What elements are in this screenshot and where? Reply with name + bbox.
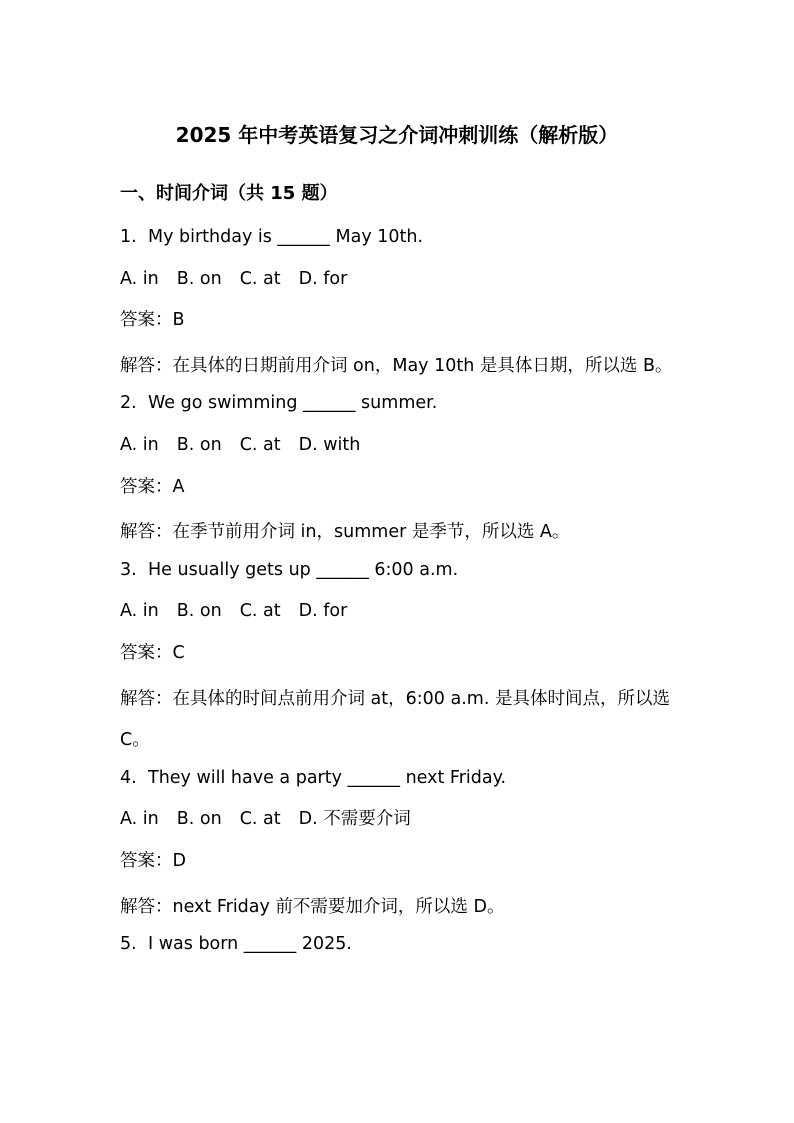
option-a: A. in <box>120 809 159 830</box>
question-number: 2. <box>120 393 137 414</box>
question-text: He usually gets up ______ 6:00 a.m. <box>148 559 459 580</box>
option-a: A. in <box>120 434 159 455</box>
question-text: My birthday is ______ May 10th. <box>148 227 424 247</box>
document-title: 2025 年中考英语复习之介词冲刺训练（解析版） <box>175 123 619 147</box>
option-d: D. 不需要介词 <box>298 809 411 830</box>
question-options <box>120 803 680 845</box>
option-c: C. at <box>239 809 281 830</box>
option-d: D. for <box>298 268 348 289</box>
question-number: 1. <box>120 227 137 247</box>
question-options <box>120 429 680 471</box>
option-b: B. on <box>176 434 222 455</box>
option-d: D. with <box>298 434 361 455</box>
question-list <box>120 221 680 970</box>
option-a: A. in <box>120 601 159 622</box>
option-c: C. at <box>239 601 281 622</box>
option-c: C. at <box>239 434 281 455</box>
question-options <box>120 263 680 305</box>
question-text: We go swimming ______ summer. <box>148 393 438 414</box>
explanation-text: 解答：在季节前用介词 in，summer 是季节，所以选 A。 <box>120 522 570 543</box>
answer-line: 答案：A <box>120 476 185 497</box>
question-number: 4. <box>120 767 137 788</box>
answer-line: 答案：C <box>120 642 185 663</box>
question-options <box>120 595 680 637</box>
option-b: B. on <box>176 601 222 622</box>
option-d: D. for <box>298 601 348 622</box>
option-b: B. on <box>176 809 222 830</box>
question-stem <box>120 554 680 596</box>
option-c: C. at <box>239 268 281 289</box>
question-number: 3. <box>120 559 137 580</box>
section-heading: 一、时间介词（共 15 题） <box>120 183 338 204</box>
option-a: A. in <box>120 268 159 289</box>
explanation-text: 解答：next Friday 前不需要加介词，所以选 D。 <box>120 896 505 917</box>
question-stem <box>120 221 680 263</box>
option-b: B. on <box>176 268 222 289</box>
question-stem <box>120 762 680 804</box>
question-text: They will have a party ______ next Friday. <box>148 767 507 788</box>
question-stem <box>120 387 680 429</box>
answer-line: 答案：B <box>120 310 185 331</box>
answer-line: 答案：D <box>120 850 186 871</box>
question-number: 5. <box>120 934 137 955</box>
question-text: I was born ______ 2025. <box>148 934 352 955</box>
explanation-text: 解答：在具体的日期前用介词 on，May 10th 是具体日期，所以选 B。 <box>120 355 673 376</box>
explanation-text: 解答：在具体的时间点前用介词 at，6:00 a.m. 是具体时间点，所以选 C。 <box>120 688 670 751</box>
question-stem <box>120 928 680 970</box>
